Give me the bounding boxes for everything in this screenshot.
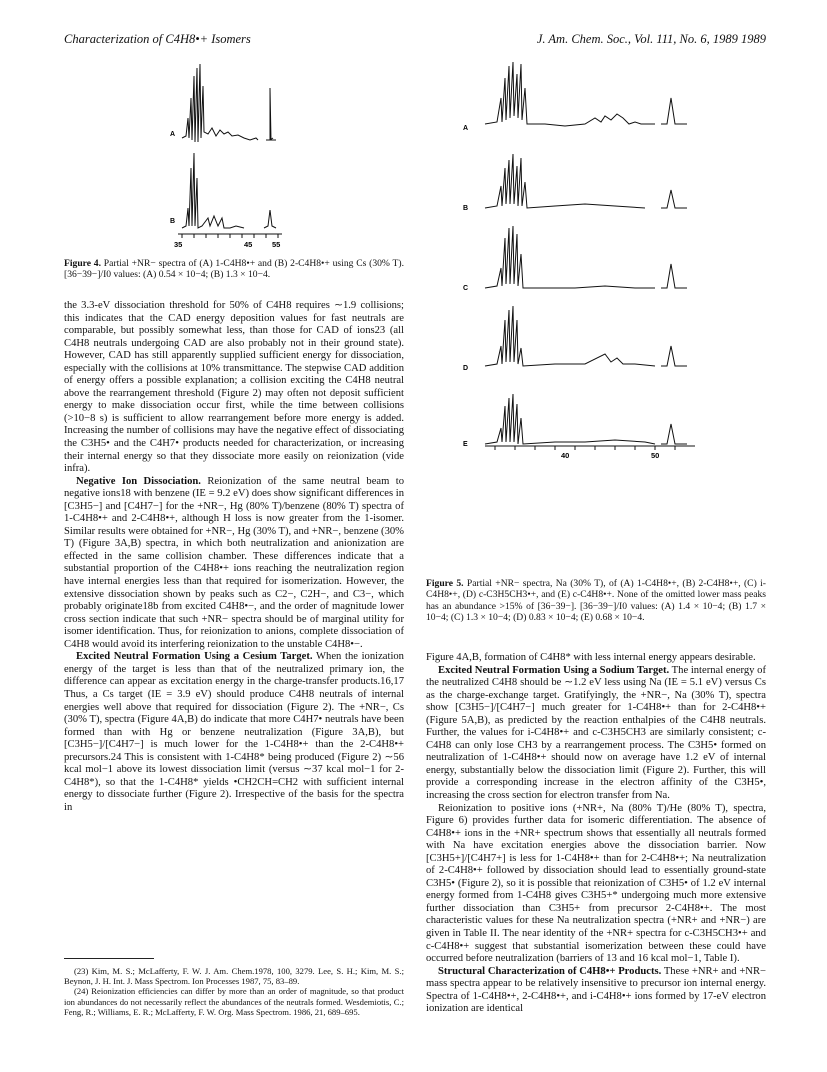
section-head-structural: Structural Characterization of C4H8•+ Products. [438,965,662,977]
fig5-trace-e [485,394,655,444]
fig4-trace-b-peak [264,210,276,228]
right-paragraph-structural [426,966,766,1016]
left-paragraph-1: the 3.3-eV dissociation threshold for 50% of C4H8 requires ∼1.9 collisions; this indicates that the CAD energy deposition values for fast neutrals are comparable, but possibly somewhat less, than those for CAD of ions23 (all C4H8 neutrals undergoing CAD are also probably not in their ground state). However, CAD has still apparently supplied sufficient energy for dissociation, especially with the collisions at 10% transmittance. The stepwise CAD addition of energy offers a possible explanation; a collision exciting the C4H8 neutral above the rearrangement threshold (Figure 2) may often not deposit sufficient energy to make dissociation occur first, while the time between collisions (>10−8 s) is sufficient to allow rearrangement before more energy is added. Increasing the number of collisions may have the negative effect of dissociating the C3H5• and the C4H7• products needed for characterization, or increasing their internal energy so that they dissociate more easily on reionization (vide infra). [64,300,404,475]
left-paragraph-negative-ion [64,476,404,652]
figure-5-caption-text: Partial +NR− spectra, Na (30% T), of (A) 1-C4H8•+, (B) 2-C4H8•+, (C) i-C4H8•+, (D) c-C3H5CH3•+, and (E) c-C4H8•+. None of the omitted lower mass peaks has an abundance >15% of [36−39−]. [36−39−]/I0 values: (A) 1.4 × 10−4; (B) 1.7 × 10−4; (C) 1.3 × 10−4; (D) 0.83 × 10−4; (E) 0.68 × 10−4. [426,578,766,624]
fig5-trace-b [485,154,645,208]
section-head-sodium: Excited Neutral Formation Using a Sodium Target. [438,664,670,676]
fig4-tick-35: 35 [174,240,183,248]
fig4-panel-label-b: B [170,218,176,225]
fig5-trace-e-peak [661,424,687,444]
section-head-cesium: Excited Neutral Formation Using a Cesium Target. [76,651,313,663]
right-paragraph-1: Figure 4A,B, formation of C4H8* with less internal energy appears desirable. [426,652,756,663]
figure-4-caption [64,258,404,281]
fig5-panel-label-e: E [463,441,468,448]
figure-4-caption-text: Partial +NR− spectra of (A) 1-C4H8•+ and (B) 2-C4H8•+ using Cs (30% T). [36−39−]/I0 values: (A) 0.54 × 10−4; (B) 1.3 × 10−4. [64,258,404,281]
fig4-trace-a-peak [266,88,276,140]
footnote-24: (24) Reionization efficiencies can differ by more than an order of magnitude, so that product ion abundances do not necessarily reflect the abundances of the neutrals formed. Wesdemiotis, C.; Feng, R.; Williams, E. R.; McLafferty, F. W. Org. Mass Spectrom. 1986, 21, 689–695. [64,986,404,1017]
right-paragraph-2-text: The internal energy of the neutralized C4H8 should be ∼1.2 eV less using Na (IE = 5.1 eV) versus Cs as the charge-exchange target. Gratifyingly, the +NR−, Na (30% T), spectra show [C3H5−]/[C4H7−] much greater for 1-C4H8•+ than for 2-C4H8•+ (Figure 5A,B), as predicted by the reaction enthalpies of the C4H8 neutrals. Further, the values for i-C4H8•+ and c-C3H5CH3 are similarly consistent; c-C4H8 can only lose CH3 by a rearrangement process. The C3H5• formed on neutralization of 1-C4H8•+ should now on average have 1.2 eV of internal energy, substantially below the dissociation limit (Figure 2). Further, this will provide a corresponding increase in the electron affinity of the C3H5•, increasing the cross section for electron transfer from Na. [426,664,766,802]
right-paragraph-3: Reionization to positive ions (+NR+, Na (80% T)/He (80% T), spectra, Figure 6) provides further data for isomeric differentiation. The absence of C4H8•+ ions in the +NR+ spectrum shows that essentially all neutrals formed with Na have excitation energies above the dissociation barrier. Now [C3H5+]/[C4H7+] is less for 1-C4H8•+ than for 2-C4H8•+; Na neutralization of 2-C4H8•+ followed by dissociation should lead to essentially ground-state C3H5• (Figure 2), so it is possible that reionization of C3H5• of 1.2 eV internal energy formed from 1-C4H8 gives C3H5+* undergoing much more extensive further dissociation than C3H5+ from precursor 2-C4H8•+. The most characteristic values for these Na neutralization spectra (+NR+ and +NR−) are given in Table II. The near identity of the +NR+ spectra for c-C3H5CH3•+ and c-C4H8•+ suggest that substantial isomerization between these could have occurred before neutralization (barriers of 13 and 16 kcal mol−1, Table I). [426,802,766,965]
running-title: Characterization of C4H8•+ Isomers [64,32,251,46]
footnote-rule [64,958,154,959]
fig5-trace-d [485,306,655,366]
left-column-body [64,300,404,814]
fig5-panel-label-a: A [463,125,469,132]
fig5-trace-d-peak [661,346,687,366]
fig4-axis-ticks [182,234,278,238]
fig5-tick-50: 50 [651,451,660,458]
fig4-tick-55: 55 [272,240,281,248]
left-paragraph-cesium [64,651,404,814]
figure-5-spectra [455,58,735,458]
fig4-trace-b [182,153,244,228]
fig5-panel-label-b: B [463,205,469,212]
fig4-trace-a [182,64,258,142]
fig5-trace-c-peak [661,264,687,288]
figure-5-caption [426,578,766,624]
figure-4-spectra [160,58,320,248]
left-paragraph-3-text: When the ionization energy of the target is less than that of the neutralized primary ion, the difference can appear as excitation energy in the charge-transfer products.16,17 Thus, a Cs target (IE = 3.9 eV) should produce C4H8 neutrals of internal energies well above that required for dissociation (Figure 2). The +NR−, Cs (30% T), spectra (Figure 4A,B) do indicate that more C4H7• neutrals have been formed than with Hg or benzene neutralization (Figure 3A,B), but [C3H5−]/[C4H7−] is much lower for the 1-C4H8•+ than the 2-C4H8•+ precursors.24 This is consistent with 1-C4H8* being produced (Figure 2) ∼56 kcal mol−1 above its lowest dissociation limit (versus ∼37 kcal mol−1 for 2-C4H8*), so that the 1-C4H8* yields •CH2CH=CH2 with sufficient internal energy to dissociate further (Figure 2). Irrespective of the basis for the spectra in [64,651,404,813]
right-column-body [426,652,766,1016]
fig5-tick-40: 40 [561,451,570,458]
figure-5-caption-label: Figure 5. [426,578,464,589]
left-paragraph-2-text: Reionization of the same neutral beam to negative ions18 with benzene (IE = 9.2 eV) does show significant differences in [C3H5−] and [C4H7−] for the +NR−, Hg (80% T)/benzene (80% T) spectra of 1-C4H8•+ and 2-C4H8•+, although H loss is now greater from the 1-isomer. Similar results were obtained for +NR−, Hg (30% T), and +NR−, benzene (30% T) (Figure 3A,B) spectra, in which both neutralization and anionization are effected in the same collision chamber. These differences indicate that a substantial proportion of the C4H8•+ ions reaching the neutralization region have internal energies less than that required for isomerization. However, the extensive dissociation shown by peaks such as C2−, C2H−, and C3−, which probably originate18b from excited C4H8•−, and the order of magnitude lower cross section indicate that such +NR− spectra should be of marginal utility for isomer identification. Thus, for reionization to anions, complete dissociation of C4H8 would avoid its interfering reionization to the unstable C4H8•−. [64,475,404,650]
footnote-23: (23) Kim, M. S.; McLafferty, F. W. J. Am. Chem.1978, 100, 3279. Lee, S. H.; Kim, M. S.; Beynon, J. H. Int. J. Mass Spectrom. Ion Processes 1987, 75, 83–89. [64,966,404,987]
fig4-tick-45: 45 [244,240,253,248]
footnotes [64,966,404,1017]
right-paragraph-4-text: These +NR+ and +NR− mass spectra appear to be relatively insensitive to precursor ion internal energy. Spectra of 1-C4H8•+, 2-C4H8•+, and i-C4H8•+ ions formed by 17-eV electron ionization are identical [426,965,766,1015]
fig5-trace-a-peak [661,98,687,124]
fig5-panel-label-c: C [463,285,469,292]
fig5-trace-b-peak [661,190,687,208]
fig4-panel-label-a: A [170,131,176,138]
right-paragraph-sodium [426,665,766,803]
running-header [64,32,766,48]
fig5-axis-ticks [495,446,675,450]
section-head-negative-ion: Negative Ion Dissociation. [76,475,201,487]
figure-4-caption-label: Figure 4. [64,258,101,269]
fig5-panel-label-d: D [463,365,469,372]
journal-citation: J. Am. Chem. Soc., Vol. 111, No. 6, 1989 1989 [536,32,766,46]
fig5-trace-a [485,62,655,126]
fig5-trace-c [485,226,655,288]
